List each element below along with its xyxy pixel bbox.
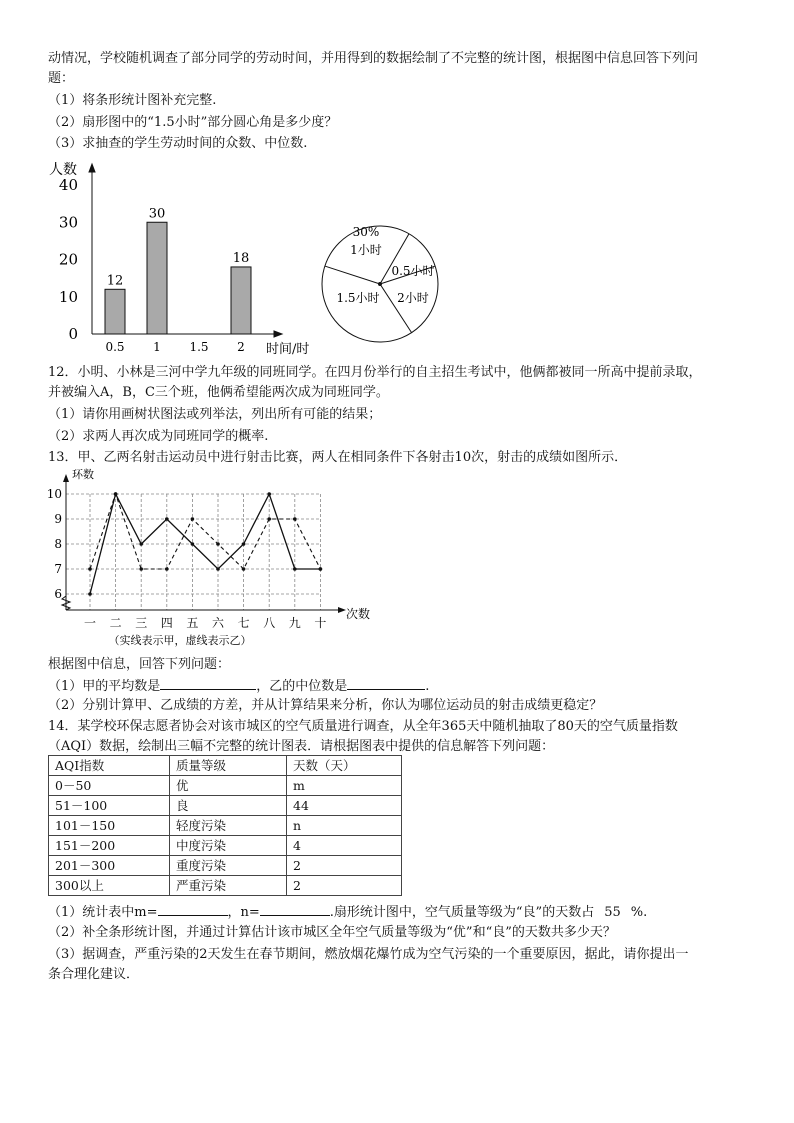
q14-item-3-line2: 条合理化建议． <box>48 967 140 982</box>
q11-intro-line2: 题： <box>48 71 75 86</box>
y-tick-label: 10 <box>58 287 78 306</box>
y-tick-label: 0 <box>68 325 78 343</box>
table-cell: 0－50 <box>49 776 170 796</box>
answer-blank-m[interactable] <box>158 902 228 916</box>
q14-item1-text-b: ，n= <box>227 905 260 920</box>
table-cell: 良 <box>170 796 287 816</box>
y-axis-arrow <box>89 164 95 172</box>
pie-slice-label: 2小时 <box>397 291 429 305</box>
y-axis-title: 人数 <box>49 162 77 178</box>
q13-after-chart: 根据图中信息，回答下列问题： <box>48 657 231 672</box>
bar <box>105 289 125 334</box>
table-row <box>49 856 402 876</box>
data-point <box>165 517 169 521</box>
table-cell: 44 <box>287 796 402 816</box>
q14-item-1 <box>48 902 647 922</box>
pie-slice-label: 1.5小时 <box>336 291 380 305</box>
table-row <box>49 816 402 836</box>
data-point <box>88 592 92 596</box>
bar-value-label: 30 <box>148 206 166 222</box>
x-tick-label: 一 <box>83 616 97 630</box>
data-point <box>216 567 220 571</box>
table-cell: 4 <box>287 836 402 856</box>
table-cell: 151－200 <box>49 836 170 856</box>
table-cell: 严重污染 <box>170 876 287 896</box>
table-cell: 2 <box>287 876 402 896</box>
data-point <box>216 542 220 546</box>
x-tick-label: 八 <box>263 616 276 630</box>
q14-line1: 14．某学校环保志愿者协会对该市城区的空气质量进行调查，从全年365天中随机抽取了80天的空气质量指数 <box>48 719 678 734</box>
y-tick-label: 10 <box>46 487 62 501</box>
data-point <box>293 567 297 571</box>
pie-chart <box>318 222 442 346</box>
bar-value-label: 12 <box>106 273 124 289</box>
table-cell: 101－150 <box>49 816 170 836</box>
q12-line1: 12．小明、小林是三河中学九年级的同班同学。在四月份举行的自主招生考试中，他俩都被同一所高中提前录取， <box>48 365 702 380</box>
table-cell: m <box>287 776 402 796</box>
x-axis-arrow <box>274 331 282 337</box>
x-tick-label: 1 <box>153 340 161 354</box>
q14-line2: （AQI）数据，绘制出三幅不完整的统计图表．请根据图表中提供的信息解答下列问题： <box>48 739 555 754</box>
table-cell: 重度污染 <box>170 856 287 876</box>
q13-item1-text-b: ，乙的中位数是 <box>256 679 348 694</box>
answer-blank-median[interactable] <box>347 676 425 690</box>
data-point <box>114 492 118 496</box>
data-point <box>139 567 143 571</box>
q14-good-percent: 55 <box>604 905 621 920</box>
data-point <box>191 542 195 546</box>
bar <box>147 222 167 334</box>
y-tick-label: 30 <box>58 213 78 232</box>
x-tick-label: 十 <box>314 616 327 630</box>
x-axis-title: 时间/时 <box>266 342 310 357</box>
q13-line1: 13．甲、乙两名射击运动员中进行射击比赛，两人在相同条件下各射击10次，射击的成绩如图所示． <box>48 450 628 465</box>
data-point <box>267 517 271 521</box>
table-cell: 轻度污染 <box>170 816 287 836</box>
q14-item1-text-c: .扇形统计图中，空气质量等级为“良”的天数占 <box>329 905 595 920</box>
y-axis-arrow <box>63 474 69 482</box>
answer-blank-n[interactable] <box>260 902 330 916</box>
q14-item-3-line1: （3）据调查，严重污染的2天发生在春节期间，燃放烟花爆竹成为空气污染的一个重要原因，据此，请你提出一 <box>48 947 689 962</box>
table-header-level: 质量等级 <box>170 756 287 776</box>
table-cell: 2 <box>287 856 402 876</box>
table-cell: 优 <box>170 776 287 796</box>
x-tick-label: 1.5 <box>189 340 209 354</box>
q14-item1-text-d: %. <box>630 905 648 920</box>
table-cell: n <box>287 816 402 836</box>
table-header-days: 天数（天） <box>287 756 402 776</box>
y-tick-label: 9 <box>54 512 62 526</box>
table-cell: 201－300 <box>49 856 170 876</box>
x-tick-label: 2 <box>237 340 245 354</box>
table-row <box>49 776 402 796</box>
q12-item-1: （1）请你用画树状图法或列举法，列出所有可能的结果； <box>48 407 382 422</box>
data-point <box>267 492 271 496</box>
y-tick-label: 40 <box>58 176 78 194</box>
x-tick-label: 0.5 <box>105 340 125 354</box>
q11-item-3: （3）求抽查的学生劳动时间的众数、中位数. <box>48 136 308 151</box>
data-point <box>165 567 169 571</box>
series-line-乙 <box>90 494 320 569</box>
y-tick-label: 7 <box>54 562 62 576</box>
data-point <box>191 517 195 521</box>
x-tick-label: 六 <box>211 616 225 630</box>
x-axis-title: 次数 <box>346 607 371 621</box>
q12-item-2: （2）求两人再次成为同班同学的概率. <box>48 429 269 444</box>
q13-item-2: （2）分别计算甲、乙成绩的方差，并从计算结果来分析，你认为哪位运动员的射击成绩更稳定？ <box>48 698 603 713</box>
x-tick-label: 三 <box>135 616 148 630</box>
q14-item1-text-a: （1）统计表中m= <box>48 905 158 920</box>
q11-item-2: （2）扇形图中的“1.5小时”部分圆心角是多少度？ <box>48 115 338 130</box>
pie-slice-label: 0.5小时 <box>391 264 435 278</box>
table-cell: 51－100 <box>49 796 170 816</box>
data-point <box>242 567 246 571</box>
table-header-aqi: AQI指数 <box>49 756 170 776</box>
pie-slice-label: 1小时 <box>350 243 382 257</box>
table-cell: 300以上 <box>49 876 170 896</box>
q11-intro-line1: 动情况，学校随机调查了部分同学的劳动时间，并用得到的数据绘制了不完整的统计图，根据图中信息回答下列问 <box>48 51 699 66</box>
table-header-row <box>49 756 402 776</box>
q12-line2: 并被编入A，B，C三个班，他俩希望能两次成为同班同学。 <box>48 385 389 400</box>
data-point <box>139 542 143 546</box>
table-row <box>49 836 402 856</box>
x-tick-label: 七 <box>237 616 250 630</box>
bar-value-label: 18 <box>232 250 250 266</box>
x-tick-label: 九 <box>288 616 301 630</box>
q13-item-1 <box>48 676 429 696</box>
q11-item-1: （1）将条形统计图补充完整. <box>48 93 217 108</box>
y-tick-label: 6 <box>54 587 62 601</box>
bar-chart <box>48 158 328 358</box>
data-point <box>293 517 297 521</box>
bar <box>231 267 251 334</box>
line-chart <box>44 468 384 654</box>
q13-item1-text-c: . <box>425 679 430 694</box>
data-point <box>242 542 246 546</box>
aqi-table <box>48 755 402 896</box>
table-row <box>49 876 402 896</box>
y-tick-label: 8 <box>54 537 62 551</box>
table-cell: 中度污染 <box>170 836 287 856</box>
chart-caption: （实线表示甲，虚线表示乙） <box>108 634 252 647</box>
q14-item-2: （2）补全条形统计图，并通过计算估计该市城区全年空气质量等级为“优”和“良”的天数共多少天？ <box>48 925 616 940</box>
pie-center-dot <box>378 282 382 286</box>
y-tick-label: 20 <box>58 250 78 269</box>
y-axis-title: 环数 <box>72 468 94 481</box>
series-line-甲 <box>90 494 320 594</box>
x-tick-label: 二 <box>109 616 122 630</box>
x-tick-label: 五 <box>186 616 199 630</box>
x-tick-label: 四 <box>160 616 173 630</box>
q13-item1-text-a: （1）甲的平均数是 <box>48 679 161 694</box>
data-point <box>88 567 92 571</box>
table-row <box>49 796 402 816</box>
x-axis-arrow <box>338 607 346 613</box>
data-point <box>319 567 323 571</box>
pie-slice-value: 30% <box>352 225 380 239</box>
answer-blank-mean[interactable] <box>160 676 256 690</box>
